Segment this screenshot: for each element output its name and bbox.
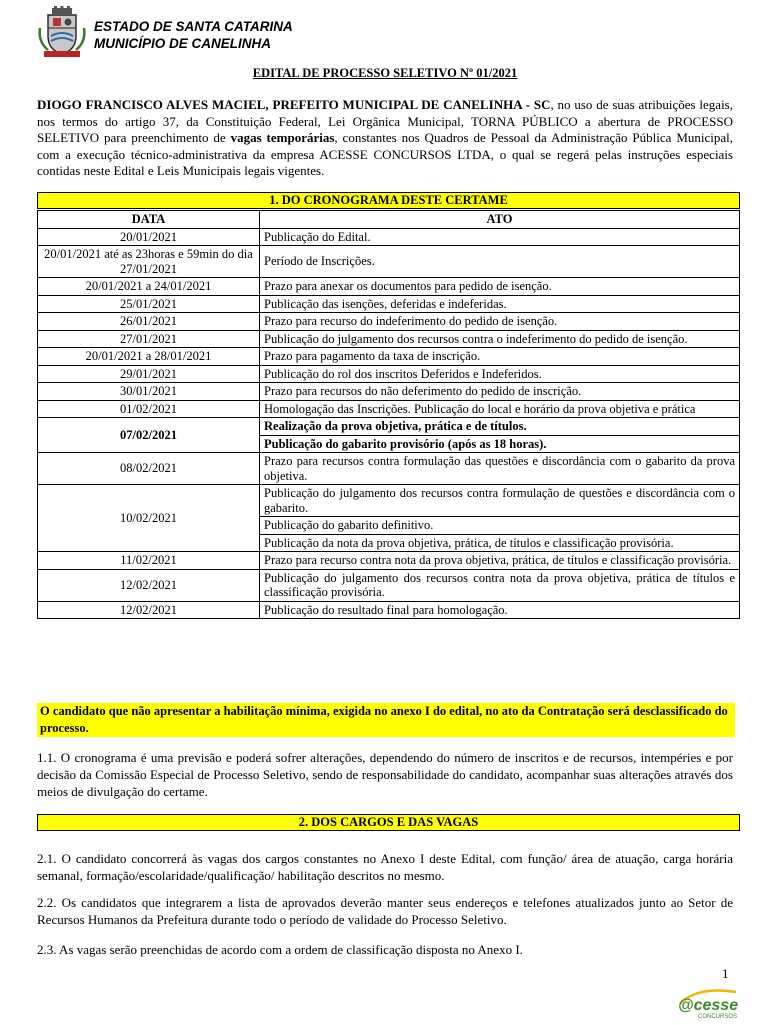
schedule-date: 20/01/2021 a 24/01/2021 bbox=[38, 278, 260, 296]
schedule-act: Período de Inscrições. bbox=[260, 246, 740, 278]
schedule-act: Homologação das Inscrições. Publicação do local e horário da prova objetiva e prática bbox=[260, 400, 740, 418]
municipality-name: MUNICÍPIO DE CANELINHA bbox=[94, 36, 272, 51]
schedule-act: Publicação do resultado final para homologação. bbox=[260, 601, 740, 619]
schedule-act: Publicação do rol dos inscritos Deferidos e Indeferidos. bbox=[260, 365, 740, 383]
acesse-logo-icon bbox=[676, 984, 740, 1020]
municipal-crest-icon bbox=[38, 6, 86, 58]
schedule-act: Prazo para recurso do indeferimento do pedido de isenção. bbox=[260, 313, 740, 331]
schedule-date: 30/01/2021 bbox=[38, 383, 260, 401]
paragraph-1-1: 1.1. O cronograma é uma previsão e poderá sofrer alterações, dependendo do número de inscritos e de recursos, intempéries e por decisão da Comissão Especial de Processo Seletivo, sendo de responsabilidade do candidato, acompanhar suas alterações através dos meios de divulgação do certame. bbox=[37, 750, 733, 799]
table-row bbox=[38, 400, 740, 418]
schedule-date: 27/01/2021 bbox=[38, 330, 260, 348]
table-row bbox=[38, 228, 740, 246]
schedule-date: 10/02/2021 bbox=[38, 485, 260, 552]
schedule-act: Prazo para recursos do não deferimento do pedido de inscrição. bbox=[260, 383, 740, 401]
table-row bbox=[38, 383, 740, 401]
intro-paragraph bbox=[37, 97, 733, 180]
schedule-act: Prazo para anexar os documentos para pedido de isenção. bbox=[260, 278, 740, 296]
schedule-date: 12/02/2021 bbox=[38, 601, 260, 619]
schedule-date: 07/02/2021 bbox=[38, 418, 260, 453]
table-row bbox=[38, 601, 740, 619]
schedule-act: Prazo para recursos contra formulação das questões e discordância com o gabarito da prova objetiva. bbox=[260, 453, 740, 485]
habilitation-warning: O candidato que não apresentar a habilitação mínima, exigida no anexo I do edital, no ato da Contratação será desclassificado do processo. bbox=[37, 703, 735, 737]
document-header bbox=[38, 6, 738, 58]
table-row bbox=[38, 278, 740, 296]
schedule-act: Prazo para recurso contra nota da prova objetiva, prática, de títulos e classificação provisória. bbox=[260, 552, 740, 570]
paragraph-2-2: 2.2. Os candidatos que integrarem a lista de aprovados deverão manter seus endereços e telefones atualizados junto ao Setor de Recursos Humanos da Prefeitura durante todo o período de validade do Processo Seletivo. bbox=[37, 895, 733, 927]
logo-subtext: CONCURSOS bbox=[698, 1014, 738, 1020]
table-row bbox=[38, 418, 740, 436]
page-number: 1 bbox=[722, 966, 729, 981]
table-row bbox=[38, 313, 740, 331]
table-row bbox=[38, 453, 740, 485]
schedule-date: 01/02/2021 bbox=[38, 400, 260, 418]
schedule-date: 26/01/2021 bbox=[38, 313, 260, 331]
table-row bbox=[38, 330, 740, 348]
schedule-table bbox=[37, 210, 740, 619]
table-row bbox=[38, 246, 740, 278]
schedule-act: Publicação do Edital. bbox=[260, 228, 740, 246]
col-header-data: DATA bbox=[38, 211, 260, 229]
schedule-date: 11/02/2021 bbox=[38, 552, 260, 570]
logo-text: @cesse bbox=[678, 997, 739, 1014]
table-row bbox=[38, 295, 740, 313]
schedule-date: 25/01/2021 bbox=[38, 295, 260, 313]
schedule-date: 08/02/2021 bbox=[38, 453, 260, 485]
intro-vagas: vagas temporárias bbox=[230, 130, 335, 145]
schedule-act: Publicação do gabarito provisório (após as 18 horas). bbox=[260, 435, 740, 453]
schedule-act: Publicação do julgamento dos recursos contra formulação de questões e discordância com o gabarito. bbox=[260, 485, 740, 517]
edital-title: EDITAL DE PROCESSO SELETIVO Nº 01/2021 bbox=[252, 66, 518, 80]
table-row bbox=[38, 485, 740, 517]
schedule-act: Prazo para pagamento da taxa de inscrição. bbox=[260, 348, 740, 366]
paragraph-2-1: 2.1. O candidato concorrerá às vagas dos cargos constantes no Anexo I deste Edital, com função/ área de atuação, carga horária semanal, formação/escolaridade/qualificação/ habilitação descritos no mesmo. bbox=[37, 851, 733, 883]
schedule-date: 20/01/2021 a 28/01/2021 bbox=[38, 348, 260, 366]
table-row bbox=[38, 569, 740, 601]
schedule-date: 20/01/2021 bbox=[38, 228, 260, 246]
schedule-act: Publicação da nota da prova objetiva, prática, de títulos e classificação provisória. bbox=[260, 534, 740, 552]
schedule-date: 12/02/2021 bbox=[38, 569, 260, 601]
mayor-name: DIOGO FRANCISCO ALVES MACIEL, PREFEITO MUNICIPAL DE CANELINHA - SC bbox=[37, 97, 551, 112]
table-row bbox=[38, 552, 740, 570]
intro-text-1: , no uso de suas atribuições legais, nos termos do artigo 37, da Constituição Federal, Lei Orgânica Municipal, TORNA PÚBLICO a abertura de PROCESSO SELETIVO para preenchimento de bbox=[37, 97, 733, 145]
schedule-date: 29/01/2021 bbox=[38, 365, 260, 383]
table-row bbox=[38, 348, 740, 366]
state-name: ESTADO DE SANTA CATARINA bbox=[94, 19, 293, 34]
schedule-date: 20/01/2021 até as 23horas e 59min do dia 27/01/2021 bbox=[38, 246, 260, 278]
acesse-logo bbox=[676, 984, 740, 1020]
section-2-heading: 2. DOS CARGOS E DAS VAGAS bbox=[37, 814, 740, 831]
schedule-act: Realização da prova objetiva, prática e de títulos. bbox=[260, 418, 740, 436]
intro-text-2: , constantes nos Quadros de Pessoal da Administração Pública Municipal, com a execução técnico-administrativa da empresa ACESSE CONCURSOS LTDA, o qual se regerá pelas instruções especiais contidas neste Edital e Leis Municipais legais vigentes. bbox=[37, 130, 734, 178]
section-1-heading: 1. DO CRONOGRAMA DESTE CERTAME bbox=[37, 192, 740, 209]
col-header-ato: ATO bbox=[260, 211, 740, 229]
table-row bbox=[38, 365, 740, 383]
schedule-act: Publicação do julgamento dos recursos contra o indeferimento do pedido de isenção. bbox=[260, 330, 740, 348]
schedule-act: Publicação das isenções, deferidas e indeferidas. bbox=[260, 295, 740, 313]
paragraph-2-3: 2.3. As vagas serão preenchidas de acordo com a ordem de classificação disposta no Anexo I. bbox=[37, 942, 523, 957]
schedule-act: Publicação do gabarito definitivo. bbox=[260, 517, 740, 535]
schedule-act: Publicação do julgamento dos recursos contra nota da prova objetiva, prática de títulos e classificação provisória. bbox=[260, 569, 740, 601]
